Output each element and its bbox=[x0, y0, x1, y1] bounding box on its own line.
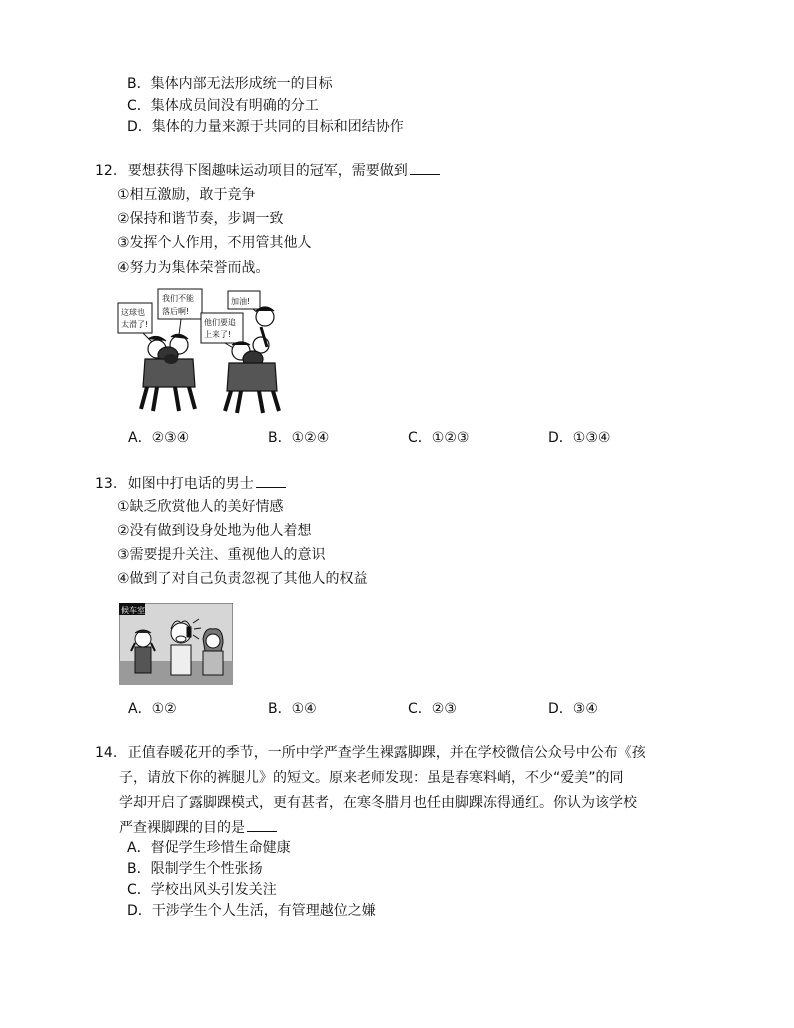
q14-option-d[interactable]: D．干涉学生个人生活，有管理越位之嫌 bbox=[127, 903, 376, 919]
q12-option-c[interactable]: C．①②③ bbox=[408, 430, 470, 446]
q12-cartoon bbox=[113, 287, 288, 419]
q13-option-a[interactable]: A．①② bbox=[128, 701, 177, 717]
prev-option-d: D．集体的力量来源于共同的目标和团结协作 bbox=[127, 119, 404, 135]
waiting-room-sign-text: 候车室 bbox=[121, 606, 145, 615]
q14-option-a[interactable]: A．督促学生珍惜生命健康 bbox=[127, 840, 291, 856]
bubble-4-l2: 上来了! bbox=[204, 330, 232, 339]
q14-number: 14. bbox=[95, 745, 118, 761]
q13-item-1: ①缺乏欣赏他人的美好情感 bbox=[117, 499, 284, 515]
q14-option-b[interactable]: B．限制学生个性张扬 bbox=[127, 861, 263, 877]
bubble-3-l1: 加油! bbox=[231, 297, 251, 306]
q12-option-b[interactable]: B．①②④ bbox=[268, 430, 330, 446]
q12-option-d[interactable]: D．①③④ bbox=[548, 430, 611, 446]
prev-option-c: C．集体成员间没有明确的分工 bbox=[127, 98, 319, 114]
phone-icon bbox=[187, 627, 191, 637]
q13-stem-text: 如图中打电话的男士 bbox=[127, 476, 254, 492]
q14-line-4-text: 严查裸脚踝的目的是 bbox=[119, 820, 245, 836]
q13-stem bbox=[95, 473, 286, 494]
q12-stem-text: 要想获得下图趣味运动项目的冠军，需要做到 bbox=[127, 163, 408, 179]
q12-item-2: ②保持和谐节奏，步调一致 bbox=[117, 211, 284, 227]
q12-item-3: ③发挥个人作用，不用管其他人 bbox=[117, 235, 312, 251]
q13-number: 13. bbox=[95, 476, 118, 492]
q12-stem bbox=[95, 160, 440, 181]
ball-icon bbox=[164, 354, 178, 364]
team-left bbox=[141, 334, 195, 411]
q12-option-a[interactable]: A．②③④ bbox=[128, 430, 190, 446]
q13-option-b[interactable]: B．①④ bbox=[268, 701, 317, 717]
q12-blank bbox=[410, 160, 440, 175]
person-right bbox=[203, 629, 223, 675]
bubble-1-l2: 太滑了! bbox=[121, 320, 149, 329]
q13-option-d[interactable]: D．③④ bbox=[548, 701, 598, 717]
q13-item-4: ④做到了对自己负责忽视了其他人的权益 bbox=[117, 571, 368, 587]
bubble-2-l1: 我们不能 bbox=[162, 294, 194, 303]
q14-line-2: 子，请放下你的裤腿儿》的短文。原来老师发现：虽是春寒料峭，不少“爱美”的同 bbox=[119, 770, 624, 786]
q13-blank bbox=[256, 473, 286, 488]
q13-item-3: ③需要提升关注、重视他人的意识 bbox=[117, 547, 326, 563]
q14-line-3: 学却开启了露脚踝模式，更有甚者，在寒冬腊月也任由脚踝冻得通红。你认为该学校 bbox=[119, 795, 637, 811]
q13-picture bbox=[119, 603, 233, 685]
q14-line-1 bbox=[95, 743, 646, 763]
bubble-4-l1: 他们要追 bbox=[204, 318, 236, 327]
q13-item-2: ②没有做到设身处地为他人着想 bbox=[117, 523, 312, 539]
q14-option-c[interactable]: C．学校出风头引发关注 bbox=[127, 882, 277, 898]
q12-item-4: ④努力为集体荣誉而战。 bbox=[117, 260, 270, 276]
bubble-2-l2: 落后啊! bbox=[162, 307, 190, 316]
q13-option-c[interactable]: C．②③ bbox=[408, 701, 457, 717]
q14-line-4 bbox=[119, 817, 277, 838]
bubble-1-l1: 这球也 bbox=[121, 308, 145, 317]
q14-blank bbox=[247, 817, 277, 832]
q12-number: 12. bbox=[95, 163, 118, 179]
prev-option-b: B．集体内部无法形成统一的目标 bbox=[127, 76, 333, 92]
q12-item-1: ①相互激励，敢于竞争 bbox=[117, 187, 256, 203]
q14-line-1-text: 正值春暖花开的季节，一所中学严查学生裸露脚踝，并在学校微信公众号中公布《孩 bbox=[127, 745, 646, 761]
